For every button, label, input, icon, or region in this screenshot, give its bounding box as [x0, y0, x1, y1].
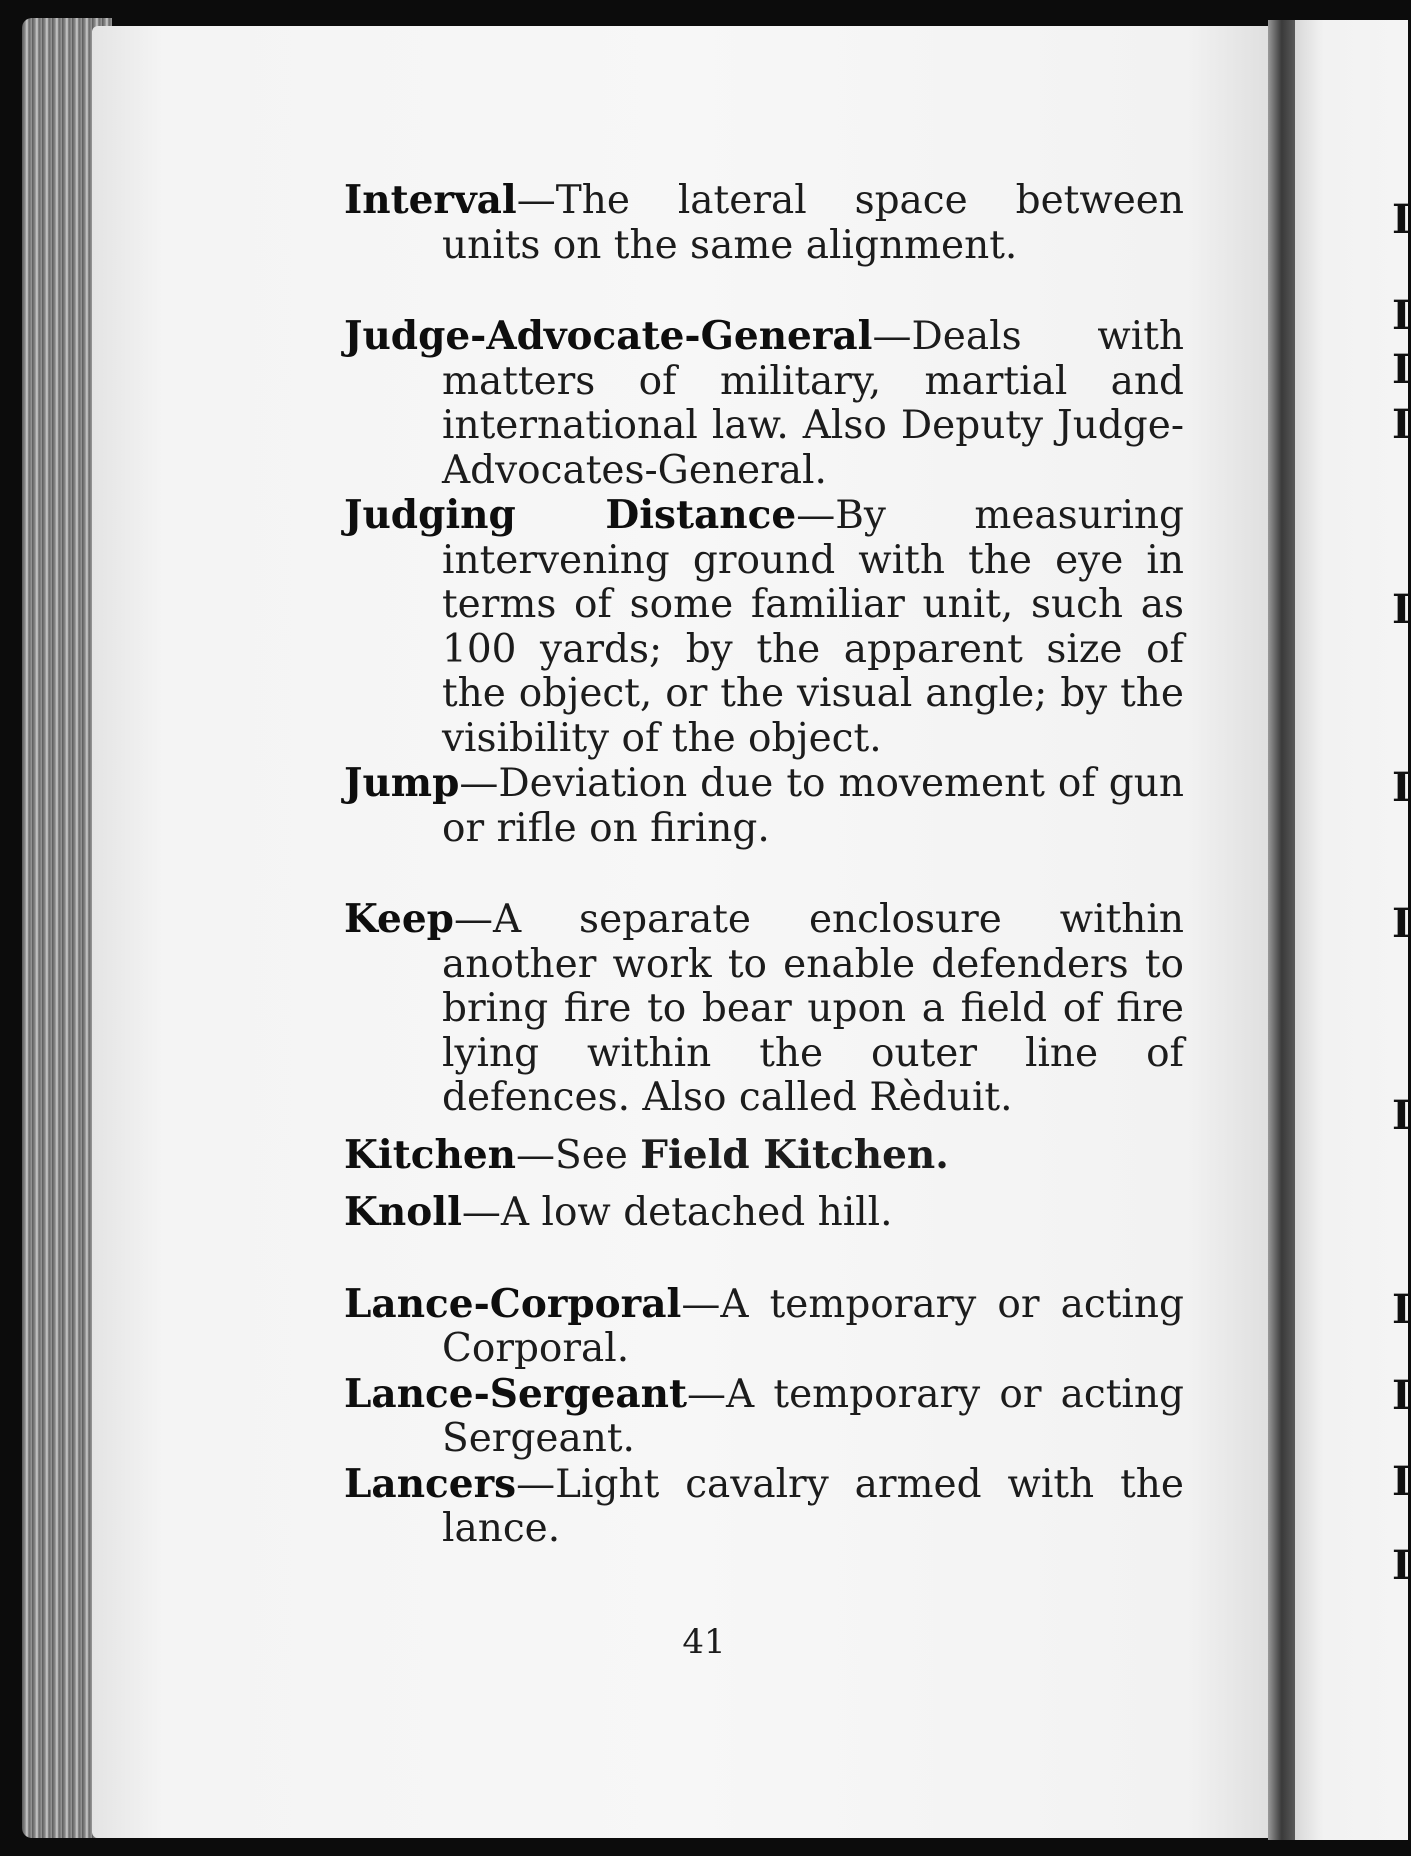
entry-definition: —The lateral space between units on the same alignment. [442, 178, 1184, 268]
facing-page-glyph: I [1392, 764, 1411, 811]
facing-page-glyph: I [1392, 1458, 1411, 1505]
entry-definition: —A separate enclosure within another work to enable defenders to bring fire to bear upon a field of fire lying within the outer line of defences. Also called Rèduit. [442, 897, 1184, 1120]
entry-term: Jump [344, 760, 460, 806]
entry-definition: —Deals with matters of military, martial and international law. Also Deputy Judge-Advocates-General. [442, 314, 1184, 493]
facing-page-glyph: I [1392, 196, 1411, 243]
entry-term: Lancers [344, 1460, 517, 1507]
glossary-entry-judge-advocate-general [344, 314, 1184, 493]
facing-page-glyph: I [1392, 1542, 1411, 1589]
entry-definition: —A temporary or acting Sergeant. [442, 1371, 1184, 1461]
entry-term: Judge-Advocate-General [344, 313, 873, 359]
entry-definition: —A temporary or acting Corporal. [442, 1281, 1184, 1371]
cross-reference: Field Kitchen. [640, 1131, 949, 1178]
entry-term: Kitchen [344, 1131, 516, 1178]
facing-page-glyph: I [1392, 900, 1411, 947]
facing-page-glyph: I [1392, 292, 1411, 339]
entry-term: Interval [344, 177, 517, 223]
page-number: 41 [682, 1622, 726, 1662]
facing-page-glyph: I [1392, 1286, 1411, 1333]
entry-term: Lance-Sergeant [344, 1370, 688, 1417]
entry-term: Lance-Corporal [344, 1280, 682, 1327]
entry-definition: —By measuring intervening ground with the eye in terms of some familiar unit, such as 100 yards; by the apparent size of the object, or the visual angle; by the visibility of the object. [442, 493, 1185, 761]
entry-definition: —Deviation due to movement of gun or rifle on firing. [442, 761, 1184, 851]
glossary-entry-keep [344, 897, 1184, 1121]
glossary-entry-interval [344, 178, 1184, 268]
facing-page-glyph: I [1392, 1372, 1411, 1419]
facing-page-glyph: I [1392, 1092, 1411, 1139]
glossary-entry-kitchen [344, 1133, 1184, 1179]
entry-definition: —A low detached hill. [461, 1190, 893, 1235]
entry-term: Judging Distance [344, 492, 797, 538]
facing-page-glyph: I [1392, 586, 1411, 633]
facing-page-glyph: I [1392, 346, 1411, 393]
glossary-entry-jump [344, 761, 1184, 851]
facing-page-glyph: I [1392, 401, 1411, 448]
entry-term: Keep [344, 896, 454, 942]
glossary-entry-knoll [344, 1190, 1184, 1236]
glossary-entry-lancers [344, 1462, 1184, 1552]
entry-definition: —Light cavalry armed with the lance. [442, 1461, 1184, 1551]
glossary-entry-judging-distance [344, 493, 1184, 761]
entry-term: Knoll [344, 1189, 462, 1235]
entry-definition: —See [516, 1132, 641, 1178]
glossary-entry-lance-sergeant [344, 1372, 1184, 1462]
glossary-entry-lance-corporal [344, 1282, 1184, 1372]
glossary-text [344, 178, 1184, 1552]
